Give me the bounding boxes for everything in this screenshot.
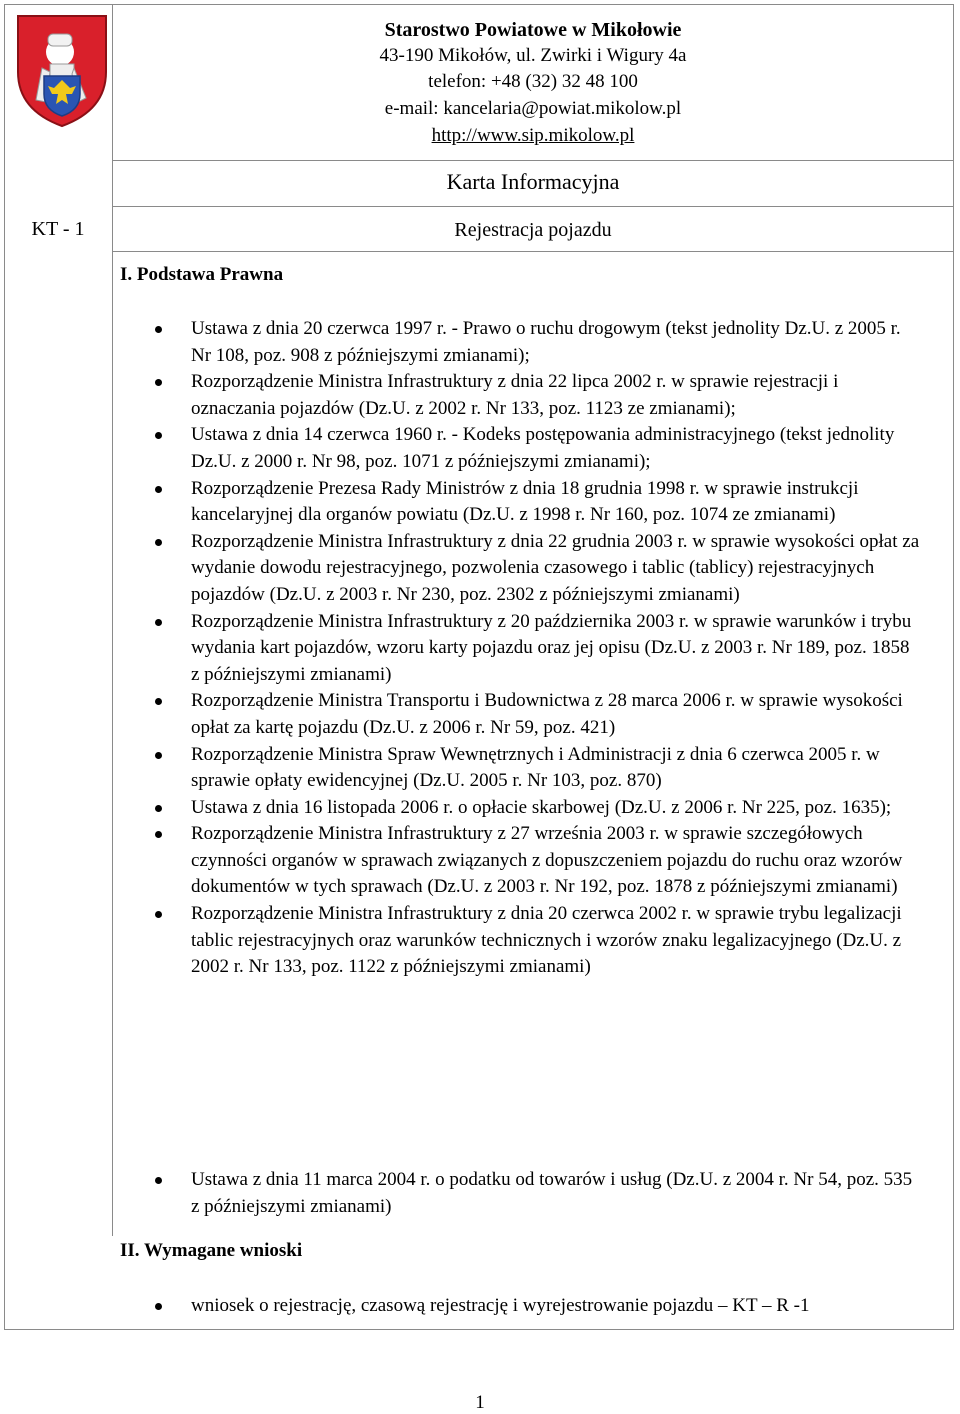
list-item: Rozporządzenie Ministra Transportu i Budownictwa z 28 marca 2006 r. w sprawie wysokości opłat za kartę pojazdu (Dz.U. z 2006 r. Nr 59, poz. 421): [141, 688, 921, 741]
required-forms-list: [141, 1293, 953, 1320]
list-item: Ustawa z dnia 14 czerwca 1960 r. - Kodeks postępowania administracyjnego (tekst jednolity Dz.U. z 2000 r. Nr 98, poz. 1071 z późniejszymi zmianami);: [141, 422, 921, 475]
legal-basis-list-last: [141, 1167, 921, 1220]
page-number: 1: [475, 1392, 485, 1413]
list-item: Rozporządzenie Ministra Spraw Wewnętrznych i Administracji z dnia 6 czerwca 2005 r. w sprawie opłaty ewidencyjnej (Dz.U. 2005 r. Nr 103, poz. 870): [141, 742, 921, 795]
office-phone: telefon: +48 (32) 32 48 100: [428, 71, 638, 92]
list-item: Ustawa z dnia 11 marca 2004 r. o podatku od towarów i usług (Dz.U. z 2004 r. Nr 54, poz. 535 z późniejszymi zmianami): [141, 1167, 921, 1220]
card-code: KT - 1: [31, 218, 85, 240]
header-row-divider-1: [112, 160, 954, 161]
list-item: Rozporządzenie Ministra Infrastruktury z 27 września 2003 r. w sprawie szczegółowych czynności organów w sprawach związanych z dopuszczeniem pojazdu do ruchu oraz wzorów dokumentów w tych sprawach (Dz.U. z 2003 r. Nr 192, poz. 1878 z późniejszymi zmianami): [141, 821, 921, 901]
table-left-border: [4, 4, 5, 1330]
office-name: Starostwo Powiatowe w Mikołowie: [384, 19, 682, 41]
list-item: Rozporządzenie Prezesa Rady Ministrów z dnia 18 grudnia 1998 r. w sprawie instrukcji kancelaryjnej dla organów powiatu (Dz.U. z 1998 r. Nr 160, poz. 1074 ze zmianami): [141, 476, 921, 529]
card-subject: Rejestracja pojazdu: [454, 219, 612, 241]
list-item: Rozporządzenie Ministra Infrastruktury z dnia 22 grudnia 2003 r. w sprawie wysokości opłat za wydanie dowodu rejestracyjnego, pozwolenia czasowego i tablic (tablicy) rejestracyjnych pojazdów (Dz.U. z 2003 r. Nr 230, poz. 2302 z późniejszymi zmianami): [141, 529, 921, 609]
coat-of-arms-logo: [14, 10, 110, 130]
card-title: Karta Informacyjna: [446, 169, 620, 194]
table-right-border: [953, 4, 954, 1330]
section-required-forms-title: II. Wymagane wnioski: [120, 1240, 303, 1261]
list-item: Rozporządzenie Ministra Infrastruktury z 20 października 2003 r. w sprawie warunków i trybu wydania kart pojazdów, wzoru karty pojazdu oraz jej opisu (Dz.U. z 2003 r. Nr 189, poz. 1858 z późniejszymi zmianami): [141, 609, 921, 689]
list-item: Rozporządzenie Ministra Infrastruktury z dnia 20 czerwca 2002 r. w sprawie trybu legalizacji tablic rejestracyjnych oraz warunków technicznych i wzorów znaku legalizacyjnego (Dz.U. z 2002 r. Nr 133, poz. 1122 z późniejszymi zmianami): [141, 901, 921, 981]
list-item: wniosek o rejestrację, czasową rejestrację i wyrejestrowanie pojazdu – KT – R -1: [141, 1293, 953, 1320]
list-item: Ustawa z dnia 20 czerwca 1997 r. - Prawo o ruchu drogowym (tekst jednolity Dz.U. z 2005 r. Nr 108, poz. 908 z późniejszymi zmianami);: [141, 316, 921, 369]
office-address: 43-190 Mikołów, ul. Zwirki i Wigury 4a: [379, 45, 687, 66]
table-bottom-border: [4, 1329, 954, 1330]
office-email[interactable]: e-mail: kancelaria@powiat.mikolow.pl: [384, 98, 682, 119]
list-item: Rozporządzenie Ministra Infrastruktury z dnia 22 lipca 2002 r. w sprawie rejestracji i oznaczania pojazdów (Dz.U. z 2002 r. Nr 133, poz. 1123 ze zmianami);: [141, 369, 921, 422]
table-top-border: [4, 4, 954, 5]
header-row-divider-2: [112, 206, 954, 207]
header-row-divider-3: [112, 251, 954, 252]
list-item: Ustawa z dnia 16 listopada 2006 r. o opłacie skarbowej (Dz.U. z 2006 r. Nr 225, poz. 1635);: [141, 795, 921, 822]
coat-of-arms-icon: [14, 10, 110, 130]
legal-basis-list: [141, 316, 921, 981]
office-website-link[interactable]: http://www.sip.mikolow.pl: [431, 125, 635, 146]
section-legal-basis-title: I. Podstawa Prawna: [120, 264, 284, 285]
